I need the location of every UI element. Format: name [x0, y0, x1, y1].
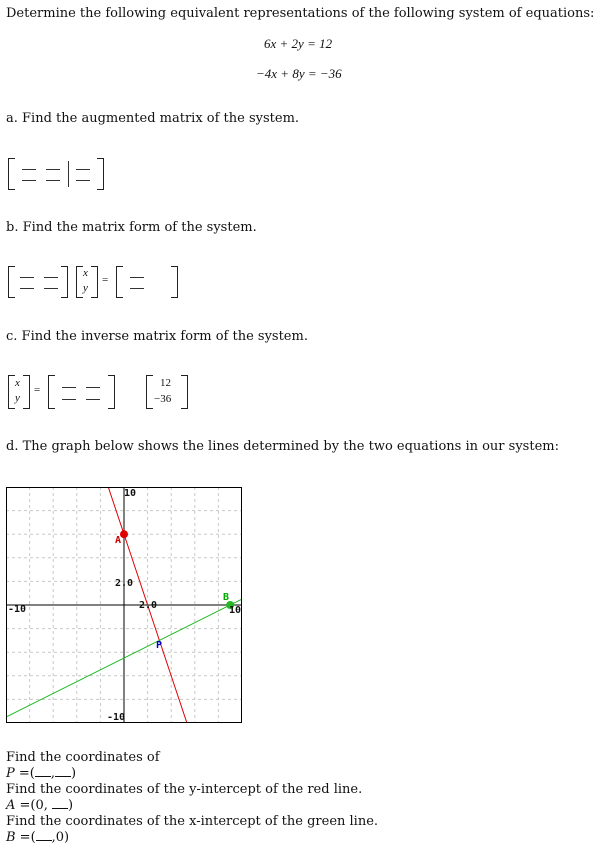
entry-slot[interactable]	[62, 387, 76, 388]
close-paren: )	[68, 798, 74, 813]
question-b: Find the coordinates of the x-intercept of the green line.	[6, 814, 379, 829]
point-a-label: A	[115, 535, 122, 546]
answer-p[interactable]	[6, 766, 76, 781]
matrix-form-answer[interactable]	[8, 266, 178, 298]
equals-sign: =	[34, 384, 41, 396]
part-c-prompt: c. Find the inverse matrix form of the system.	[6, 329, 308, 344]
entry-slot[interactable]	[76, 169, 90, 170]
open-paren: (	[30, 830, 36, 845]
a-prefix: (0,	[30, 798, 53, 813]
point-a-marker	[120, 530, 128, 538]
answer-b[interactable]	[6, 830, 69, 845]
answer-a[interactable]	[6, 798, 73, 813]
entry-slot[interactable]	[20, 288, 34, 289]
equals-sign: =	[102, 274, 109, 286]
b-suffix: ,0)	[51, 830, 70, 845]
point-b-label: B	[223, 592, 230, 603]
intro-text: Determine the following equivalent representations of the following system of equations:	[6, 6, 595, 21]
var-y: y	[83, 282, 88, 294]
x-tick-left: -10	[8, 604, 27, 615]
entry-slot[interactable]	[46, 169, 60, 170]
entry-slot[interactable]	[62, 399, 76, 400]
entry-slot[interactable]	[86, 399, 100, 400]
point-p-label: P	[156, 640, 163, 651]
close-paren: )	[71, 766, 77, 781]
x-tick-right: 10	[229, 605, 242, 616]
rhs-bottom: −36	[154, 393, 172, 405]
constant-vector	[116, 266, 178, 298]
coefficient-matrix	[8, 266, 68, 298]
p-label: P =	[6, 766, 30, 781]
x-tick-mid: 2.0	[139, 600, 158, 611]
augment-divider	[68, 161, 69, 187]
variable-vector	[8, 375, 30, 409]
inverse-matrix-form-answer[interactable]	[8, 375, 188, 411]
entry-slot[interactable]	[46, 180, 60, 181]
entry-slot[interactable]	[76, 180, 90, 181]
entry-slot[interactable]	[44, 277, 58, 278]
entry-slot[interactable]	[44, 288, 58, 289]
entry-slot[interactable]	[86, 387, 100, 388]
variable-vector	[76, 266, 98, 298]
var-x: x	[15, 377, 20, 389]
constant-vector	[146, 375, 188, 409]
question-a: Find the coordinates of the y-intercept of the red line.	[6, 782, 363, 797]
inverse-matrix	[48, 375, 138, 409]
y-tick-bottom: -10	[107, 712, 126, 723]
b-label: B =	[6, 830, 31, 845]
a-label: A =	[6, 798, 31, 813]
augmented-matrix-answer[interactable]	[8, 158, 104, 190]
y-tick-top: 10	[124, 488, 137, 499]
part-b-prompt: b. Find the matrix form of the system.	[6, 220, 257, 235]
entry-slot[interactable]	[22, 180, 36, 181]
question-p: Find the coordinates of	[6, 750, 160, 765]
graph	[6, 487, 242, 723]
a-y-input[interactable]	[52, 798, 68, 809]
equation-2: −4x + 8y = −36	[256, 66, 342, 81]
p-x-input[interactable]	[35, 766, 51, 777]
entry-slot[interactable]	[130, 288, 144, 289]
entry-slot[interactable]	[22, 169, 36, 170]
rhs-top: 12	[160, 377, 171, 389]
entry-slot[interactable]	[130, 277, 144, 278]
graph-canvas	[6, 487, 242, 723]
equation-1: 6x + 2y = 12	[264, 36, 333, 51]
b-x-input[interactable]	[36, 830, 52, 841]
y-tick-mid: 2.0	[115, 578, 134, 589]
p-y-input[interactable]	[55, 766, 71, 777]
var-x: x	[83, 267, 88, 279]
part-a-prompt: a. Find the augmented matrix of the system.	[6, 111, 300, 126]
comma: ,	[50, 766, 55, 781]
entry-slot[interactable]	[20, 277, 34, 278]
open-paren: (	[29, 766, 35, 781]
part-d-prompt: d. The graph below shows the lines determined by the two equations in our system:	[6, 439, 559, 454]
var-y: y	[15, 392, 20, 404]
